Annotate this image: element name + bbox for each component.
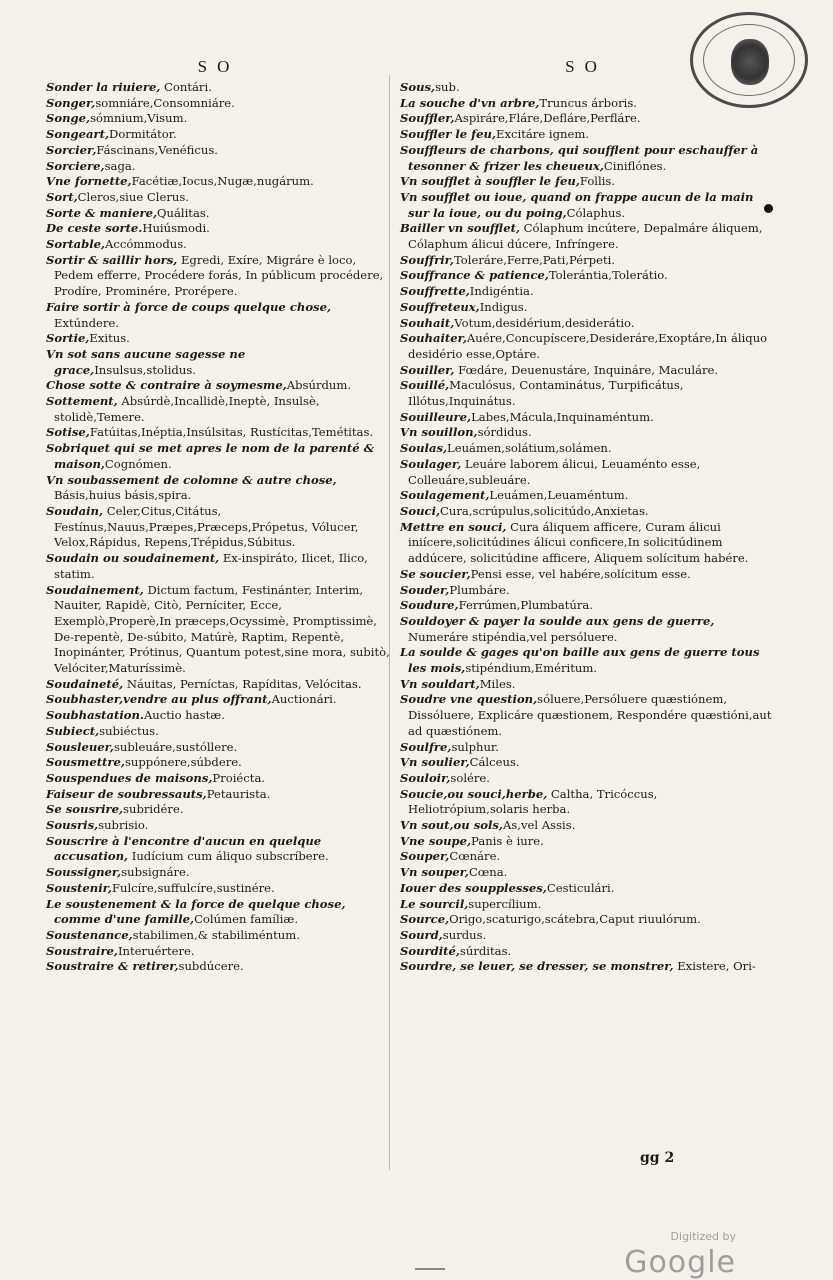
- left-entry-list: [46, 80, 391, 975]
- entry-translation: surdus.: [442, 927, 487, 942]
- dictionary-entry: [400, 284, 772, 300]
- entry-headword: Souffrance & patience,: [400, 268, 549, 283]
- entry-translation: Quálitas.: [157, 205, 210, 220]
- entry-translation: Tolerántia,Tolerátio.: [548, 268, 668, 283]
- dictionary-entry: [400, 520, 772, 567]
- entry-translation: subrisio.: [98, 818, 149, 833]
- entry-translation: Cesticulári.: [546, 880, 615, 895]
- entry-translation: Egredi, Exíre, Migráre è loco, Pedem efferre, Procédere forás, In públicum procédere, Prodíre, Prominére, Prorépere.: [54, 252, 384, 299]
- entry-translation: Accómmodus.: [105, 237, 187, 252]
- entry-headword: Bailler vn soufflet,: [400, 221, 520, 236]
- entry-translation: Follis.: [579, 174, 616, 189]
- entry-translation: sub.: [435, 80, 460, 94]
- entry-headword: Sort,: [46, 189, 78, 204]
- dictionary-entry: [400, 614, 772, 645]
- entry-headword: Sonder la riuiere,: [46, 80, 161, 94]
- dictionary-entry: [400, 441, 772, 457]
- entry-translation: Cálceus.: [469, 755, 520, 770]
- dictionary-entry: [46, 551, 391, 582]
- dictionary-entry: [46, 959, 391, 975]
- entry-headword: Sottement,: [46, 394, 118, 409]
- dictionary-entry: [400, 865, 772, 881]
- dictionary-entry: [46, 206, 391, 222]
- entry-translation: Truncus árboris.: [539, 95, 637, 110]
- entry-translation: Dormitátor.: [109, 127, 177, 142]
- dictionary-entry: [400, 771, 772, 787]
- entry-headword: Soudure,: [400, 598, 459, 613]
- entry-headword: Souffleurs de charbons, qui soufflent pour eschauffer à tesonner & frizer les cheueux,: [400, 142, 759, 173]
- entry-headword: La souche d'vn arbre,: [400, 95, 540, 110]
- entry-translation: Plumbáre.: [449, 582, 510, 597]
- dictionary-entry: [400, 959, 772, 975]
- entry-headword: Source,: [400, 912, 450, 927]
- entry-translation: Miles.: [479, 676, 516, 691]
- entry-headword: Sortie,: [46, 331, 90, 346]
- entry-headword: Souffreteux,: [400, 299, 480, 314]
- entry-translation: subdúcere.: [178, 959, 244, 974]
- dictionary-entry: [46, 692, 391, 708]
- entry-headword: Sousleuer,: [46, 739, 114, 754]
- entry-headword: Sousris,: [46, 818, 99, 833]
- entry-headword: Sorte & maniere,: [46, 205, 157, 220]
- entry-headword: Mettre en souci,: [400, 519, 507, 534]
- dictionary-entry: [400, 944, 772, 960]
- dictionary-entry: [46, 740, 391, 756]
- dictionary-entry: [400, 504, 772, 520]
- entry-translation: Dictum factum, Festinánter, Interim, Nauiter, Rapidè, Citò, Perníciter, Ecce, Exemplò,Properè,In præceps,Ocyssimè, Promptissimè, De-repentè, De-súbito, Matúrè, Raptim, Repentè, Inopinánter, Prótinus, Quantum potest,sine mora, subitò, Velóciter,Maturíssimè.: [54, 582, 390, 676]
- dictionary-entry: [46, 221, 391, 237]
- dictionary-entry: [46, 724, 391, 740]
- dictionary-entry: [46, 771, 391, 787]
- dictionary-entry: [400, 96, 772, 112]
- entry-headword: Soulas,: [400, 441, 448, 456]
- dictionary-entry: [400, 174, 772, 190]
- entry-headword: Sourdité,: [400, 943, 460, 958]
- entry-headword: Souder,: [400, 582, 450, 597]
- dictionary-entry: [46, 96, 391, 112]
- dictionary-entry: [46, 80, 391, 96]
- entry-headword: Soudainement,: [46, 582, 144, 597]
- entry-headword: Souiller,: [400, 362, 455, 377]
- entry-translation: Cognómen.: [104, 456, 172, 471]
- entry-translation: Cleros,siue Clerus.: [77, 189, 189, 204]
- entry-translation: Numeráre stipéndia,vel persóluere.: [408, 629, 618, 644]
- entry-translation: Excitáre ignem.: [496, 127, 589, 142]
- entry-headword: Souldoyer & payer la soulde aux gens de guerre,: [400, 613, 715, 628]
- dictionary-entry: [400, 316, 772, 332]
- entry-headword: Soulager,: [400, 456, 462, 471]
- entry-headword: Vn souldart,: [400, 676, 480, 691]
- bottom-mark: [415, 1268, 445, 1270]
- entry-translation: saga.: [104, 158, 136, 173]
- entry-translation: Panis è iure.: [471, 833, 544, 848]
- entry-translation: Auére,Concupíscere,Desideráre,Exoptáre,In áliquo desidério esse,Optáre.: [408, 331, 768, 361]
- dictionary-entry: [400, 378, 772, 409]
- dictionary-entry: [46, 394, 391, 425]
- entry-translation: Huiúsmodi.: [142, 221, 210, 236]
- entry-translation: Caltha, Tricóccus, Heliotrópium,solaris herba.: [408, 786, 658, 817]
- dictionary-entry: [400, 80, 772, 96]
- entry-translation: Colúmen famíliæ.: [194, 912, 298, 927]
- entry-headword: Songeart,: [46, 127, 110, 142]
- entry-translation: Cœna.: [468, 865, 508, 880]
- entry-translation: Cólaphus.: [566, 205, 626, 220]
- entry-headword: Sourd,: [400, 927, 443, 942]
- entry-headword: Subiect,: [46, 723, 100, 738]
- entry-headword: Souilleure,: [400, 409, 472, 424]
- entry-headword: Souper,: [400, 849, 450, 864]
- entry-headword: Soustraire,: [46, 943, 118, 958]
- left-column: [46, 58, 391, 975]
- dictionary-entry: [46, 378, 391, 394]
- dictionary-entry: [400, 190, 772, 221]
- watermark-brand: Google: [624, 1245, 736, 1280]
- entry-headword: Se soucier,: [400, 566, 471, 581]
- entry-headword: Souffler le feu,: [400, 127, 496, 142]
- right-column: [400, 58, 772, 975]
- entry-headword: Soulagement,: [400, 488, 490, 503]
- entry-translation: subleuáre,sustóllere.: [113, 739, 238, 754]
- entry-translation: Ciniflónes.: [603, 158, 667, 173]
- entry-headword: Soustraire & retirer,: [46, 959, 179, 974]
- dictionary-entry: [400, 253, 772, 269]
- dictionary-entry: [400, 692, 772, 739]
- entry-translation: Insulsus,stolidus.: [94, 362, 196, 377]
- entry-translation: Cura áliquem afficere, Curam álicui iniícere,solicitúdines álicui conficere,In solicitúdinem addúcere, solicitúdine afficere, Aliquem solícitum habére.: [408, 519, 749, 566]
- entry-headword: Souhaiter,: [400, 331, 467, 346]
- dictionary-entry: [46, 677, 391, 693]
- entry-translation: supercílium.: [468, 896, 542, 911]
- entry-translation: Cœnáre.: [449, 849, 501, 864]
- dictionary-entry: [46, 300, 391, 331]
- dictionary-entry: [400, 268, 772, 284]
- entry-headword: Vn soubassement de colomne & autre chose,: [46, 472, 337, 487]
- dictionary-entry: [400, 363, 772, 379]
- entry-translation: Facétiæ,Iocus,Nugæ,nugárum.: [131, 174, 314, 189]
- dictionary-entry: [400, 300, 772, 316]
- entry-headword: De ceste sorte.: [46, 221, 143, 236]
- entry-translation: Fáscinans,Venéficus.: [96, 142, 218, 157]
- entry-translation: Labes,Mácula,Inquinaméntum.: [471, 409, 654, 424]
- entry-headword: Souci,: [400, 503, 441, 518]
- right-entry-list: [400, 80, 772, 975]
- entry-headword: Souffrir,: [400, 252, 454, 267]
- entry-translation: sóluere,Persóluere quæstiónem, Dissóluere, Explicáre quæstionem, Respondére quæstióni,aut ad quæstiónem.: [408, 692, 772, 738]
- dictionary-entry: [400, 928, 772, 944]
- entry-translation: Exitus.: [89, 331, 130, 346]
- entry-headword: Vn sot sans aucune sagesse ne grace,: [46, 346, 246, 377]
- dictionary-entry: [400, 677, 772, 693]
- entry-translation: Contári.: [160, 80, 212, 94]
- dictionary-entry: [46, 347, 391, 378]
- dictionary-entry: [46, 425, 391, 441]
- entry-headword: Sortir & saillir hors,: [46, 252, 178, 267]
- dictionary-entry: [400, 331, 772, 362]
- entry-headword: Vn soufflet à souffler le feu,: [400, 174, 580, 189]
- dictionary-entry: [400, 818, 772, 834]
- dictionary-entry: [400, 111, 772, 127]
- entry-headword: Soustenir,: [46, 880, 112, 895]
- entry-translation: Ferrúmen,Plumbatúra.: [458, 598, 593, 613]
- entry-headword: Se sousrire,: [46, 802, 124, 817]
- entry-headword: Sorciere,: [46, 158, 105, 173]
- dictionary-entry: [46, 159, 391, 175]
- left-running-header: SO: [197, 57, 240, 76]
- right-running-header: SO: [565, 57, 607, 76]
- dictionary-entry: [46, 441, 391, 472]
- entry-headword: Soudre vne question,: [400, 692, 538, 707]
- entry-headword: Souspendues de maisons,: [46, 770, 213, 785]
- entry-translation: Pensi esse, vel habére,solícitum esse.: [470, 566, 691, 581]
- dictionary-entry: [46, 473, 391, 504]
- dictionary-entry: [400, 755, 772, 771]
- entry-headword: Soulfre,: [400, 739, 452, 754]
- entry-translation: Fulcíre,suffulcíre,sustinére.: [111, 880, 275, 895]
- dictionary-entry: [46, 143, 391, 159]
- entry-translation: Básis,huius básis,spira.: [54, 488, 192, 503]
- dictionary-entry: [46, 897, 391, 928]
- entry-translation: sórdidus.: [477, 425, 532, 440]
- entry-translation: stipéndium,Eméritum.: [465, 661, 598, 676]
- entry-headword: La soulde & gages qu'on baille aux gens de guerre tous les mois,: [400, 645, 760, 676]
- entry-translation: solére.: [450, 770, 490, 785]
- dictionary-entry: [46, 583, 391, 677]
- dictionary-entry: [400, 849, 772, 865]
- dictionary-entry: [46, 802, 391, 818]
- entry-headword: Sotise,: [46, 425, 90, 440]
- dictionary-entry: [400, 457, 772, 488]
- entry-headword: Soussigner,: [46, 865, 122, 880]
- entry-translation: sulphur.: [451, 739, 499, 754]
- dictionary-entry: [46, 174, 391, 190]
- dictionary-entry: [400, 787, 772, 818]
- dictionary-entry: [46, 331, 391, 347]
- dictionary-entry: [400, 897, 772, 913]
- dictionary-entry: [46, 865, 391, 881]
- dictionary-entry: [46, 111, 391, 127]
- catchword: gg 2: [640, 1150, 675, 1166]
- entry-headword: Soudain ou soudainement,: [46, 551, 220, 566]
- entry-headword: Le sourcil,: [400, 896, 469, 911]
- dictionary-entry: [46, 755, 391, 771]
- entry-translation: Celer,Citus,Citátus, Festínus,Nauus,Præpes,Præceps,Própetus, Vólucer, Velox,Rápidus, Repens,Trépidus,Súbitus.: [54, 503, 359, 550]
- dictionary-entry: [400, 410, 772, 426]
- entry-headword: Soudaineté,: [46, 676, 124, 691]
- entry-headword: Vn sout,ou sols,: [400, 818, 503, 833]
- entry-translation: subridére.: [123, 802, 184, 817]
- entry-headword: Faire sortir à force de coups quelque chose,: [46, 299, 331, 314]
- entry-translation: subiéctus.: [99, 723, 159, 738]
- dictionary-entry: [46, 881, 391, 897]
- entry-headword: Vn souper,: [400, 865, 469, 880]
- entry-translation: Existere, Ori-: [673, 959, 756, 974]
- entry-translation: Auctio hastæ.: [143, 708, 225, 723]
- entry-headword: Le soustenement & la force de quelque chose, comme d'une famille,: [46, 896, 346, 927]
- dictionary-entry: [46, 127, 391, 143]
- entry-headword: Sorcier,: [46, 142, 97, 157]
- dictionary-entry: [400, 127, 772, 143]
- dictionary-entry: [400, 143, 772, 174]
- dictionary-entry: [46, 237, 391, 253]
- entry-translation: Petaurista.: [206, 786, 271, 801]
- entry-headword: Iouer des soupplesses,: [400, 880, 547, 895]
- dictionary-entry: [46, 944, 391, 960]
- dictionary-entry: [400, 834, 772, 850]
- entry-translation: Ex-inspiráto, Ilicet, Ilico, statim.: [54, 551, 368, 581]
- entry-translation: Cura,scrúpulus,solicitúdo,Anxietas.: [440, 503, 649, 518]
- entry-headword: Sous,: [400, 80, 436, 94]
- entry-translation: somniáre,Consomniáre.: [95, 95, 235, 110]
- entry-translation: Cólaphum incútere, Depalmáre áliquem, Cólaphum álicui dúcere, Infríngere.: [408, 221, 763, 252]
- entry-translation: Fœdáre, Deuenustáre, Inquináre, Maculáre.: [454, 362, 719, 377]
- entry-translation: sómnium,Visum.: [90, 111, 188, 126]
- dictionary-entry: [46, 708, 391, 724]
- entry-headword: Sobriquet qui se met apres le nom de la parenté & maison,: [46, 441, 375, 471]
- entry-translation: Leuáre laborem álicui, Leuaménto esse, Colleuáre,subleuáre.: [408, 456, 701, 487]
- entry-translation: stabilimen,& stabiliméntum.: [132, 927, 300, 942]
- entry-headword: Chose sotte & contraire à soymesme,: [46, 378, 287, 393]
- dictionary-entry: [46, 190, 391, 206]
- dictionary-entry: [46, 253, 391, 300]
- entry-translation: Auctionári.: [271, 692, 337, 707]
- entry-headword: Sousmettre,: [46, 755, 125, 770]
- entry-headword: Vn soulier,: [400, 755, 470, 770]
- dictionary-entry: [400, 567, 772, 583]
- entry-translation: Aspiráre,Fláre,Defláre,Perfláre.: [454, 111, 641, 126]
- entry-headword: Sourdre, se leuer, se dresser, se monstrer,: [400, 959, 674, 974]
- entry-translation: Náuitas, Perníctas, Rapíditas, Velócitas.: [123, 676, 362, 691]
- entry-translation: suppónere,súbdere.: [124, 755, 242, 770]
- dictionary-entry: [400, 425, 772, 441]
- entry-headword: Soudain,: [46, 503, 104, 518]
- dictionary-entry: [46, 787, 391, 803]
- dictionary-entry: [400, 881, 772, 897]
- entry-headword: Vn souillon,: [400, 425, 478, 440]
- entry-translation: Indigus.: [479, 299, 528, 314]
- entry-headword: Sortable,: [46, 237, 106, 252]
- entry-translation: Absúrdè,Incallidè,Ineptè, Insulsè, stolidè,Temere.: [54, 394, 320, 424]
- entry-headword: Songe,: [46, 111, 91, 126]
- entry-translation: Votum,desidérium,desiderátio.: [454, 315, 635, 330]
- entry-translation: Iudícium cum áliquo subscríbere.: [128, 849, 329, 864]
- entry-headword: Soustenance,: [46, 927, 133, 942]
- entry-headword: Soubhastation.: [46, 708, 144, 723]
- entry-headword: Souloir,: [400, 770, 451, 785]
- dictionary-entry: [400, 598, 772, 614]
- entry-translation: súrditas.: [459, 943, 512, 958]
- entry-translation: Toleráre,Ferre,Pati,Pérpeti.: [453, 252, 616, 267]
- entry-translation: Leuámen,Leuaméntum.: [489, 488, 629, 503]
- entry-headword: Songer,: [46, 95, 96, 110]
- entry-headword: Soubhaster,vendre au plus offrant,: [46, 692, 272, 707]
- entry-translation: Fatúitas,Inéptia,Insúlsitas, Rustícitas,Temétitas.: [89, 425, 374, 440]
- entry-translation: subsignáre.: [121, 865, 190, 880]
- entry-headword: Faiseur de soubressauts,: [46, 786, 207, 801]
- google-watermark: [556, 1226, 736, 1280]
- entry-headword: Vn soufflet ou ioue, quand on frappe aucun de la main sur la ioue, ou du poing,: [400, 189, 754, 220]
- dictionary-entry: [400, 645, 772, 676]
- watermark-prefix: Digitized by: [670, 1230, 736, 1243]
- entry-headword: Vne soupe,: [400, 833, 472, 848]
- entry-translation: Extúndere.: [54, 315, 119, 330]
- entry-translation: Maculósus, Contaminátus, Turpificátus, Illótus,Inquinátus.: [408, 378, 684, 409]
- dictionary-entry: [46, 504, 391, 551]
- dictionary-entry: [400, 912, 772, 928]
- entry-translation: Proiécta.: [212, 770, 266, 785]
- entry-headword: Souscrire à l'encontre d'aucun en quelque accusation,: [46, 833, 322, 864]
- entry-headword: Souffler,: [400, 111, 455, 126]
- entry-translation: As,vel Assis.: [502, 818, 576, 833]
- dictionary-entry: [400, 488, 772, 504]
- dictionary-entry: [400, 740, 772, 756]
- entry-translation: Indigéntia.: [469, 284, 534, 299]
- entry-translation: Leuámen,solátium,solámen.: [447, 441, 612, 456]
- entry-translation: Absúrdum.: [286, 378, 352, 393]
- entry-translation: Interuértere.: [117, 943, 195, 958]
- entry-headword: Souffrette,: [400, 284, 470, 299]
- dictionary-entry: [46, 834, 391, 865]
- dictionary-entry: [46, 818, 391, 834]
- entry-headword: Souhait,: [400, 315, 455, 330]
- dictionary-entry: [400, 221, 772, 252]
- entry-headword: Vne fornette,: [46, 174, 132, 189]
- entry-headword: Souillé,: [400, 378, 450, 393]
- entry-headword: Soucie,ou souci,herbe,: [400, 786, 548, 801]
- dictionary-entry: [46, 928, 391, 944]
- entry-translation: Origo,scaturigo,scátebra,Caput riuulórum.: [449, 912, 701, 927]
- dictionary-entry: [400, 583, 772, 599]
